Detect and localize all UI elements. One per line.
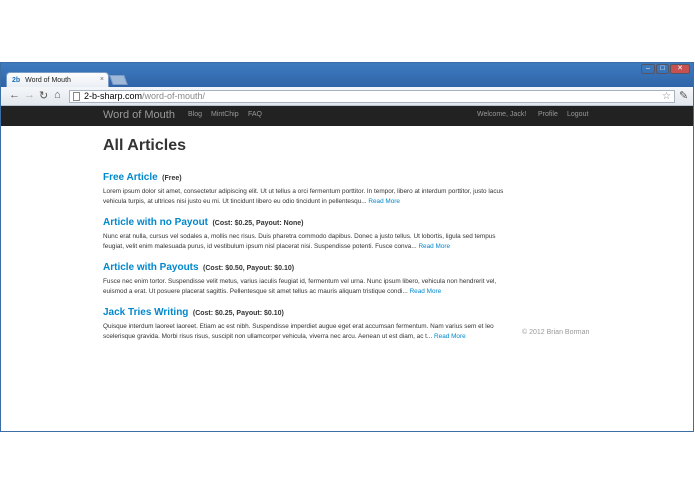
article-meta: (Cost: $0.25, Payout: None) — [212, 220, 304, 227]
page-icon — [73, 92, 80, 101]
article-excerpt-text: Nunc erat nulla, cursus vel sodales a, mollis nec risus. Duis pharetra commodo dapibus. Donec a justo tellus. Ut lobortis, ligula sed tempus feugiat, velit enim malesuada purus, id vestibulum ipsum nisl placerat nisi. Suspendisse potenti. Fusce conva... — [103, 233, 496, 250]
nav-welcome[interactable]: Welcome, Jack! — [477, 111, 527, 118]
article-excerpt — [103, 232, 513, 251]
article-item — [103, 167, 593, 206]
star-icon[interactable]: ☆ — [662, 91, 671, 102]
brand-link[interactable]: Word of Mouth — [103, 109, 175, 121]
footer-copyright: © 2012 Brian Borman — [522, 329, 590, 336]
tab-title: Word of Mouth — [25, 77, 71, 84]
new-tab-button[interactable] — [109, 75, 128, 85]
article-meta: (Cost: $0.50, Payout: $0.10) — [203, 265, 295, 272]
article-item — [103, 302, 593, 341]
article-excerpt — [103, 322, 513, 341]
back-arrow-icon[interactable]: ← — [9, 89, 20, 101]
nav-profile[interactable]: Profile — [538, 111, 558, 118]
address-bar[interactable] — [69, 90, 675, 103]
article-excerpt-text: Lorem ipsum dolor sit amet, consectetur adipiscing elit. Ut ut tellus a orci fermentum porttitor. In tempor, libero at interdum porttitor, justo lacus vehicula turpis, at ultrices nisi justo eu mi. Ut tincidunt libero eu odio tincidunt in pellentesqu... — [103, 188, 504, 205]
article-excerpt-text: Quisque interdum laoreet laoreet. Etiam ac est nibh. Suspendisse imperdiet augue eget erat accumsan fermentum. Nam varius sem et leo scelerisque gravida. Morbi risus risus, suscipit non ullamcorper vehicula, viverra nec arcu. Aenean ut est diam, ac t... — [103, 323, 494, 340]
nav-blog[interactable]: Blog — [188, 111, 203, 118]
site-navbar — [1, 106, 693, 126]
article-title-link[interactable]: Free Article — [103, 172, 158, 183]
article-title-link[interactable]: Article with no Payout — [103, 217, 209, 228]
read-more-link[interactable]: Read More — [434, 332, 466, 340]
article-title-link[interactable]: Jack Tries Writing — [103, 307, 189, 318]
article-meta: (Free) — [162, 175, 182, 182]
close-window-icon[interactable]: ✕ — [670, 64, 690, 74]
wrench-icon[interactable]: ✎ — [679, 90, 689, 102]
article-item — [103, 257, 593, 296]
browser-window — [0, 62, 694, 432]
maximize-icon[interactable]: □ — [656, 64, 669, 74]
article-excerpt-text: Fusce nec enim tortor. Suspendisse velit metus, varius iaculis feugiat id, fermentum vel urna. Nunc ipsum libero, vehicula non hendrerit vel, euismod a erat. Ut posuere placerat sagittis. Pellentesque sit amet tellus ac mauris aliquam tristique condi... — [103, 278, 497, 295]
forward-arrow-icon[interactable]: → — [24, 89, 35, 101]
main-content — [103, 137, 593, 347]
nav-mintchip[interactable]: MintChip — [211, 111, 239, 118]
browser-tab[interactable] — [6, 72, 109, 88]
article-title-link[interactable]: Article with Payouts — [103, 262, 199, 273]
read-more-link[interactable]: Read More — [418, 242, 451, 250]
nav-logout[interactable]: Logout — [567, 111, 589, 118]
title-bar — [1, 63, 693, 87]
article-excerpt — [103, 187, 513, 206]
article-item — [103, 212, 593, 251]
minimize-icon[interactable]: – — [641, 64, 655, 74]
favicon-icon: 2b — [12, 77, 21, 84]
article-excerpt — [103, 277, 513, 296]
url-path: /word-of-mouth/ — [142, 91, 206, 101]
browser-toolbar — [1, 87, 693, 106]
article-meta: (Cost: $0.25, Payout: $0.10) — [192, 310, 284, 317]
url-host: 2-b-sharp.com — [84, 91, 143, 101]
read-more-link[interactable]: Read More — [409, 287, 442, 295]
page-title: All Articles — [103, 137, 186, 154]
home-icon[interactable]: ⌂ — [54, 89, 61, 101]
read-more-link[interactable]: Read More — [368, 197, 400, 205]
nav-faq[interactable]: FAQ — [248, 111, 263, 118]
reload-icon[interactable]: ↻ — [39, 90, 49, 102]
tab-close-icon[interactable]: × — [99, 76, 104, 83]
